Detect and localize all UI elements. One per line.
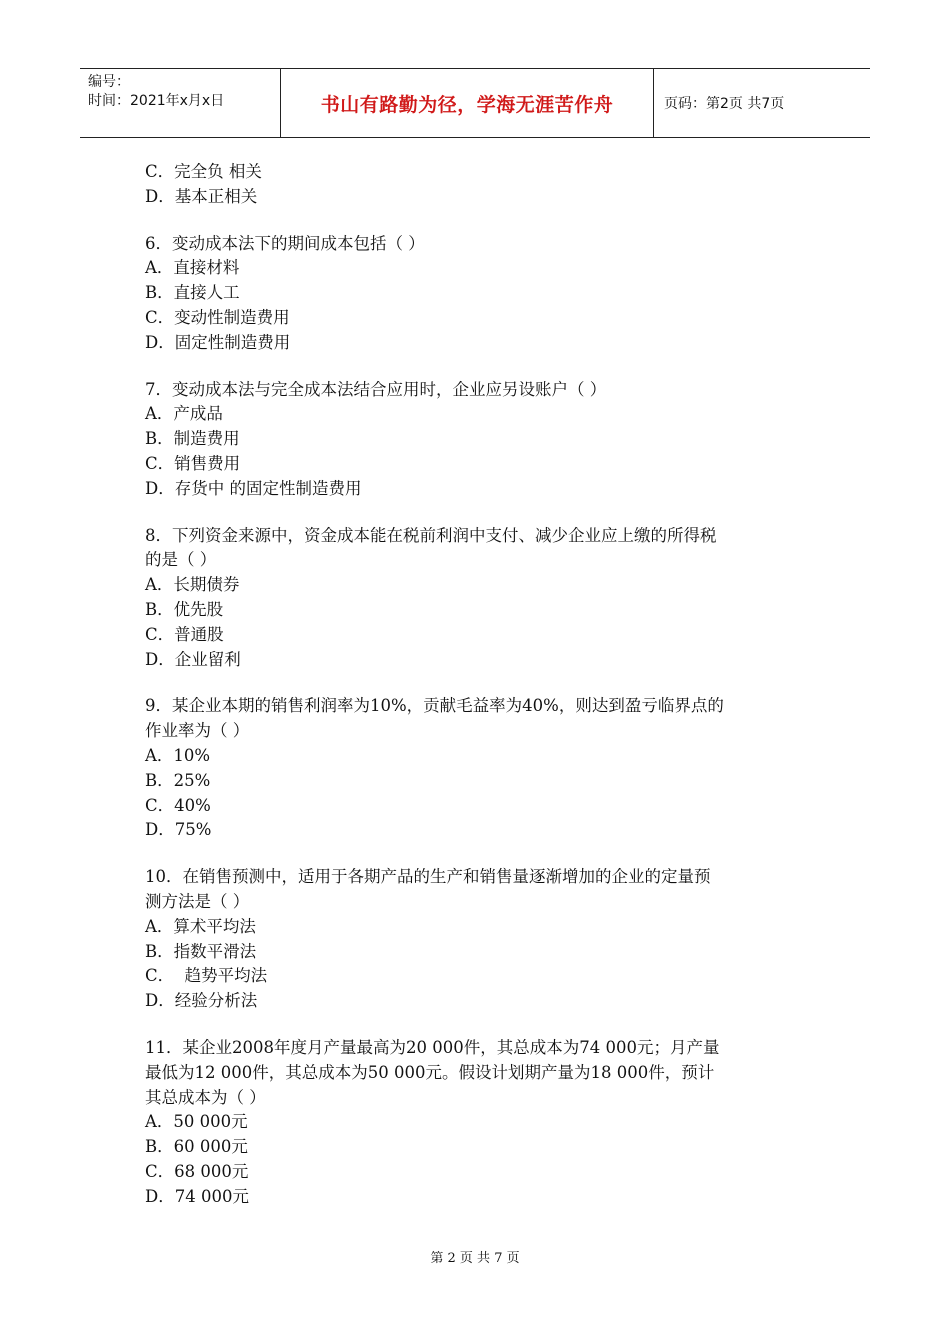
- answer-option: A．算术平均法: [145, 916, 256, 936]
- question-stem-line: 6．变动成本法下的期间成本包括（ ）: [145, 233, 425, 253]
- header-motto-cell: [281, 69, 654, 137]
- answer-option: C．68 000元: [145, 1161, 249, 1181]
- answer-option: D．存货中 的固定性制造费用: [145, 478, 362, 498]
- question-block: [145, 524, 815, 673]
- document-number-label: 编号：: [88, 74, 130, 90]
- answer-option: D．基本正相关: [145, 186, 258, 206]
- answer-option: D．75%: [145, 820, 212, 840]
- document-time-label: 时间：2021年x月x日: [88, 93, 225, 109]
- page-header: [80, 68, 870, 138]
- answer-option: B．25%: [145, 770, 211, 790]
- question-block: [145, 1036, 815, 1210]
- answer-option: C．销售费用: [145, 453, 241, 473]
- question-list: [145, 160, 815, 1231]
- question-stem-line: 9．某企业本期的销售利润率为10%，贡献毛益率为40%，则达到盈亏临界点的: [145, 696, 724, 716]
- answer-option: A．50 000元: [145, 1112, 248, 1132]
- question-block: [145, 378, 815, 502]
- answer-option: A．产成品: [145, 404, 223, 424]
- question-block: [145, 232, 815, 356]
- question-block: [145, 694, 815, 843]
- answer-option: C． 趋势平均法: [145, 966, 268, 986]
- question-stem-line: 作业率为（ ）: [145, 721, 250, 741]
- question-stem-line: 其总成本为（ ）: [145, 1087, 266, 1107]
- header-meta: [80, 69, 281, 137]
- answer-option: B．指数平滑法: [145, 941, 257, 961]
- answer-option: B．60 000元: [145, 1137, 248, 1157]
- question-block: [145, 865, 815, 1014]
- answer-option: D．固定性制造费用: [145, 332, 291, 352]
- question-stem-line: 7．变动成本法与完全成本法结合应用时，企业应另设账户（ ）: [145, 379, 607, 399]
- question-stem-line: 10．在销售预测中，适用于各期产品的生产和销售量逐渐增加的企业的定量预: [145, 867, 711, 887]
- answer-option: B．优先股: [145, 599, 224, 619]
- answer-option: C．40%: [145, 795, 211, 815]
- answer-option: C．变动性制造费用: [145, 307, 290, 327]
- question-stem-line: 11．某企业2008年度月产量最高为20 000件，其总成本为74 000元；月产量: [145, 1037, 720, 1057]
- question-stem-line: 8．下列资金来源中，资金成本能在税前利润中支付、减少企业应上缴的所得税: [145, 525, 717, 545]
- answer-option: A．直接材料: [145, 258, 240, 278]
- answer-option: D．经验分析法: [145, 991, 258, 1011]
- question-block: [145, 160, 815, 210]
- answer-option: B．直接人工: [145, 283, 240, 303]
- answer-option: A．长期债券: [145, 575, 240, 595]
- question-stem-line: 测方法是（ ）: [145, 891, 250, 911]
- question-stem-line: 的是（ ）: [145, 550, 217, 570]
- header-motto: 书山有路勤为径，学海无涯苦作舟: [320, 93, 614, 116]
- answer-option: A．10%: [145, 745, 211, 765]
- answer-option: D．企业留利: [145, 649, 241, 669]
- answer-option: C．完全负 相关: [145, 162, 262, 181]
- answer-option: C．普通股: [145, 624, 224, 644]
- header-page-cell: [654, 69, 870, 137]
- page-footer: 第 2 页 共 7 页: [430, 1251, 520, 1266]
- question-stem-line: 最低为12 000件，其总成本为50 000元。假设计划期产量为18 000件，预计: [145, 1062, 715, 1082]
- answer-option: D．74 000元: [145, 1186, 249, 1206]
- answer-option: B．制造费用: [145, 429, 240, 449]
- header-page-number: 页码：第2页 共7页: [664, 96, 785, 112]
